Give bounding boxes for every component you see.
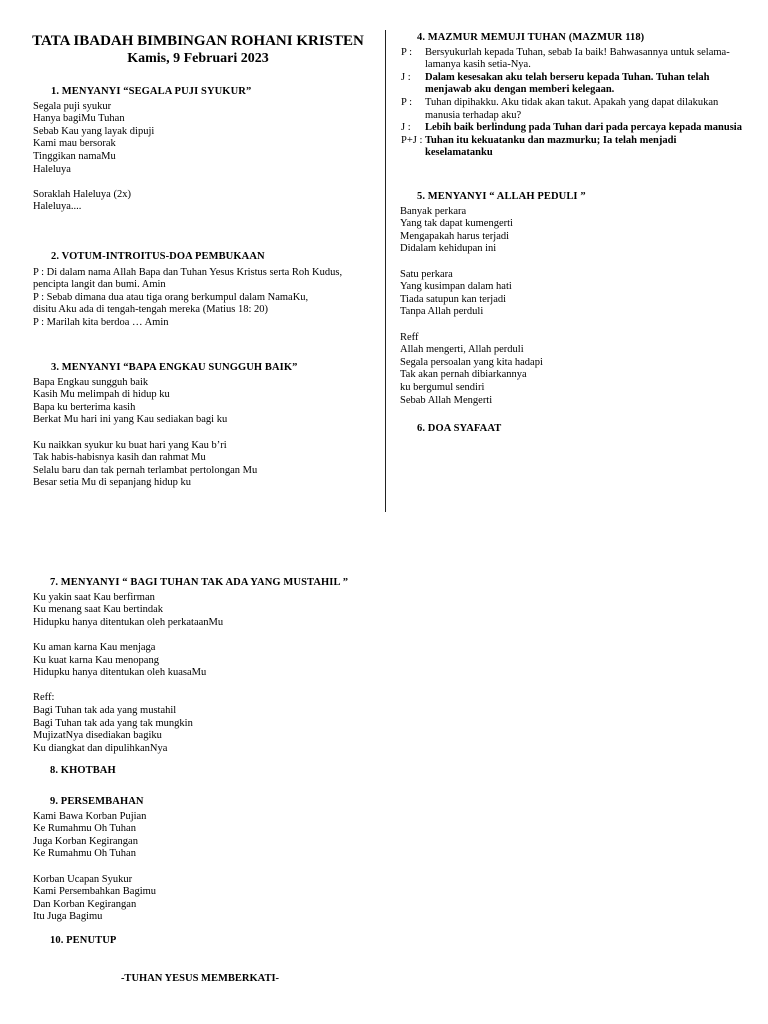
section-mazmur-118: [401, 32, 746, 160]
lyric-line: MujizatNya disediakan bagiku: [33, 730, 162, 742]
lyric-line: Segala puji syukur: [33, 100, 112, 112]
exchange-text: P : Di dalam nama Allah Bapa dan Tuhan Yesus Kristus serta Roh Kudus,: [33, 266, 343, 278]
liturgy-exchange: [401, 47, 746, 72]
lyric-line: Segala persoalan yang kita hadapi: [400, 356, 543, 368]
lyrics-block: [33, 592, 733, 756]
lyric-line: Kasih Mu melimpah di hidup ku: [33, 389, 170, 401]
section-song-bapa-engkau-sungguh-baik: [33, 362, 373, 490]
lyric-line: Bapa Engkau sungguh baik: [33, 376, 149, 388]
lyric-line: Ku naikkan syukur ku buat hari yang Kau b’ri: [33, 439, 227, 451]
liturgy-block: [33, 267, 373, 330]
liturgy-exchange: [33, 317, 373, 330]
lyric-line: Korban Ucapan Syukur: [33, 873, 133, 885]
lyric-line: Reff:: [33, 692, 55, 704]
lyrics-block: [33, 811, 373, 924]
lyric-line: Ku menang saat Kau bertindak: [33, 604, 164, 616]
section-song-allah-peduli: [400, 191, 745, 407]
speaker-label: P+J :: [401, 134, 423, 146]
stanza-break: [33, 680, 733, 693]
lyric-line: Hanya bagiMu Tuhan: [33, 113, 125, 125]
lyric-line: Bagi Tuhan tak ada yang tak mungkin: [33, 717, 193, 729]
lyric-line: Haleluya: [33, 163, 71, 175]
speaker-label: P :: [401, 46, 412, 58]
lyric-line: Juga Korban Kegirangan: [33, 835, 138, 847]
section-votum-introitus: [33, 251, 373, 330]
exchange-text: Lebih baik berlindung pada Tuhan dari pada percaya kepada manusia: [425, 122, 742, 134]
lyric-line: Soraklah Haleluya (2x): [33, 188, 131, 200]
lyric-line: Satu perkara: [400, 268, 453, 280]
lyric-line: Tak habis-habisnya kasih dan rahmat Mu: [33, 452, 206, 464]
lyric-line: Banyak perkara: [400, 205, 467, 217]
stanza-break: [33, 176, 373, 189]
lyrics-block: [400, 206, 745, 408]
section-heading: 4. MAZMUR MEMUJI TUHAN (MAZMUR 118): [417, 32, 645, 43]
lyric-line: ku bergumul sendiri: [400, 381, 485, 393]
section-heading: 2. VOTUM-INTROITUS-DOA PEMBUKAAN: [51, 251, 265, 262]
lyric-line: Mengapakah harus terjadi: [400, 230, 510, 242]
stanza-break: [33, 629, 733, 642]
lyrics-block: [33, 377, 373, 490]
lyric-line: Reff: [400, 331, 419, 343]
lyric-line: Ku diangkat dan dipulihkanNya: [33, 742, 168, 754]
lyric-line: Tinggikan namaMu: [33, 150, 116, 162]
lyric-line: Dan Korban Kegirangan: [33, 898, 137, 910]
exchange-text: disitu Aku ada di tengah-tengah mereka (Matius 18: 20): [33, 304, 269, 316]
exchange-text: Tuhan dipihakku. Aku tidak akan takut. Apakah yang dapat dilakukan manusia terhadap aku?: [425, 96, 719, 121]
lyric-line: Tanpa Allah perduli: [400, 306, 484, 318]
lyric-line: Haleluya....: [33, 201, 82, 213]
document-date: Kamis, 9 Februari 2023: [127, 51, 269, 66]
section-heading: 9. PERSEMBAHAN: [50, 796, 144, 807]
section-penutup: [33, 935, 373, 948]
stanza-break: [33, 861, 373, 874]
section-heading: 1. MENYANYI “SEGALA PUJI SYUKUR”: [51, 86, 252, 97]
lyric-line: Ku aman karna Kau menjaga: [33, 641, 156, 653]
exchange-text: pencipta langit dan bumi. Amin: [33, 279, 166, 291]
section-heading: 5. MENYANYI “ ALLAH PEDULI ”: [417, 191, 586, 202]
lyric-line: Ku kuat karna Kau menopang: [33, 654, 159, 666]
liturgy-exchange: [401, 135, 746, 160]
speaker-label: P :: [401, 96, 412, 108]
liturgy-exchange: [401, 72, 746, 97]
lyric-line: Allah mengerti, Allah perduli: [400, 344, 524, 356]
lyric-line: Berkat Mu hari ini yang Kau sediakan bagi ku: [33, 414, 228, 426]
lyric-line: Tiada satupun kan terjadi: [400, 293, 507, 305]
liturgy-exchange: [33, 267, 373, 280]
lyric-line: Didalam kehidupan ini: [400, 243, 497, 255]
liturgy-block: [401, 47, 746, 160]
exchange-text: Bersyukurlah kepada Tuhan, sebab Ia baik! Bahwasannya untuk selama- lamanya kasih setia-Nya.: [425, 46, 730, 71]
lyric-line: Selalu baru dan tak pernah terlambat pertolongan Mu: [33, 464, 258, 476]
lyric-line: Sebab Kau yang layak dipuji: [33, 125, 155, 137]
closing-blessing: -TUHAN YESUS MEMBERKATI-: [120, 973, 280, 984]
exchange-text: P : Marilah kita berdoa … Amin: [33, 316, 169, 328]
lyric-line: Yang tak dapat kumengerti: [400, 218, 513, 230]
lyric-line: Itu Juga Bagimu: [33, 911, 103, 923]
liturgy-exchange: [401, 122, 746, 135]
lyric-line: Bagi Tuhan tak ada yang mustahil: [33, 704, 177, 716]
lyric-line: Yang kusimpan dalam hati: [400, 281, 512, 293]
lyric-line: Kami Bawa Korban Pujian: [33, 810, 147, 822]
lyric-line: Kami Persembahkan Bagimu: [33, 886, 157, 898]
lyric-line: Hidupku hanya ditentukan oleh perkataanMu: [33, 616, 224, 628]
section-doa-syafaat: [400, 423, 745, 436]
section-heading: 7. MENYANYI “ BAGI TUHAN TAK ADA YANG MUSTAHIL ”: [50, 577, 349, 588]
liturgy-exchange: [33, 279, 373, 292]
lyric-line: Bapa ku berterima kasih: [33, 401, 136, 413]
lyric-line: Besar setia Mu di sepanjang hidup ku: [33, 477, 192, 489]
lyric-line: Ku yakin saat Kau berfirman: [33, 591, 155, 603]
liturgy-exchange: [33, 292, 373, 305]
stanza-break: [400, 319, 745, 332]
exchange-text: Tuhan itu kekuatanku dan mazmurku; Ia telah menjadi keselamatanku: [425, 134, 677, 159]
exchange-text: Dalam kesesakan aku telah berseru kepada Tuhan. Tuhan telah menjawab aku dengan memberi kelegaan.: [425, 71, 710, 96]
speaker-label: J :: [401, 71, 411, 83]
section-persembahan: [33, 796, 373, 924]
document-title: TATA IBADAH BIMBINGAN ROHANI KRISTEN: [32, 33, 364, 49]
lyric-line: Ke Rumahmu Oh Tuhan: [33, 848, 136, 860]
exchange-text: P : Sebab dimana dua atau tiga orang berkumpul dalam NamaKu,: [33, 291, 309, 303]
liturgy-exchange: [401, 97, 746, 122]
lyric-line: Kami mau bersorak: [33, 138, 116, 150]
liturgy-exchange: [33, 304, 373, 317]
stanza-break: [33, 427, 373, 440]
speaker-label: J :: [401, 122, 411, 134]
lyric-line: Hidupku hanya ditentukan oleh kuasaMu: [33, 667, 207, 679]
stanza-break: [400, 256, 745, 269]
section-khotbah: [33, 765, 373, 778]
lyric-line: Tak akan pernah dibiarkannya: [400, 369, 527, 381]
section-song-bagi-tuhan: [33, 577, 733, 755]
lyrics-block: [33, 101, 373, 214]
section-heading: 8. KHOTBAH: [50, 765, 116, 776]
section-heading: 3. MENYANYI “BAPA ENGKAU SUNGGUH BAIK”: [51, 362, 298, 373]
section-heading: 6. DOA SYAFAAT: [417, 423, 502, 434]
section-heading: 10. PENUTUP: [50, 935, 117, 946]
lyric-line: Sebab Allah Mengerti: [400, 394, 493, 406]
section-song-segala-puji-syukur: [33, 86, 373, 214]
lyric-line: Ke Rumahmu Oh Tuhan: [33, 823, 136, 835]
column-divider: [385, 30, 386, 512]
